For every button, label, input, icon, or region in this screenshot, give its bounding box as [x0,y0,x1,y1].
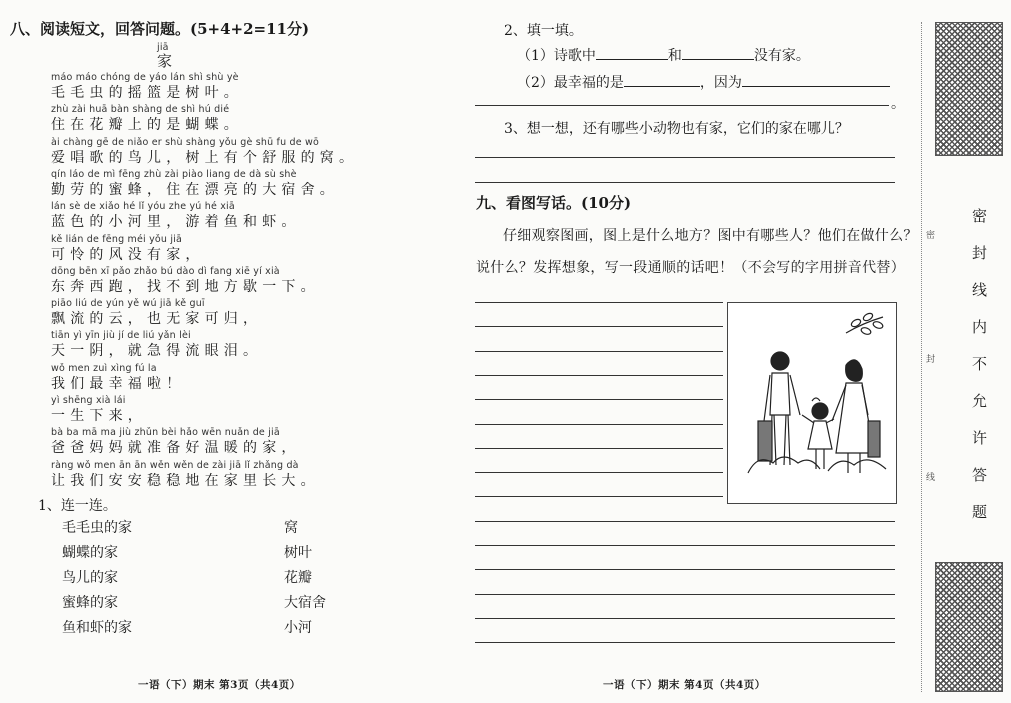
match-left-item[interactable]: 鱼和虾的家 [62,620,132,636]
seal-char: 封 [972,244,988,262]
security-pattern-top [935,22,1003,156]
poem-line-text: 住在花瓣上的是蝴蝶。 [51,117,243,134]
q2-2-end: 。 [891,96,905,112]
seal-char: 内 [972,318,988,336]
answer-line[interactable] [475,157,895,158]
instructions-line-1: 仔细观察图画，图上是什么地方？图中有哪些人？他们在做什么？ [503,228,918,244]
blank-field[interactable] [624,73,700,87]
blank-field[interactable] [596,46,668,60]
poem-line-text: 可怜的风没有家， [51,246,205,263]
seal-char: 答 [972,466,988,484]
poem-line-pinyin: máo máo chóng de yáo lán shì shù yè [51,72,239,83]
writing-line[interactable] [475,399,723,400]
poem-line-text: 爱唱歌的鸟儿，树上有个舒服的窝。 [51,149,359,166]
writing-line[interactable] [475,326,723,327]
seal-char: 线 [972,281,988,299]
q2-2-mid: ，因为 [699,75,742,91]
poem-line-text: 天一阴，就急得流眼泪。 [51,343,263,360]
side-mark: 密 [926,231,936,241]
match-right-item[interactable]: 窝 [284,520,298,536]
q2-1-suffix: 没有家。 [753,48,810,64]
side-mark: 线 [926,473,936,483]
poem-line-pinyin: zhù zài huā bàn shàng de shì hú dié [51,104,230,116]
match-left-item[interactable]: 毛毛虫的家 [62,520,132,536]
poem-line-pinyin: bà ba mā ma jiù zhǔn bèi hǎo wēn nuǎn de jiā [51,427,280,439]
side-mark: 封 [926,355,936,365]
question-2-2 [517,72,890,92]
writing-line[interactable] [475,302,723,303]
family-drawing [728,303,896,503]
binding-dotted-line [921,22,922,692]
writing-line[interactable] [475,351,723,352]
poem-line-pinyin: wǒ men zuì xìng fú la [51,362,157,374]
poem-line-text: 我们最幸福啦！ [51,375,186,392]
question-1-title: 1、连一连。 [38,498,117,514]
poem-line-pinyin: dōng bēn xī pǎo zhǎo bú dào dì fang xiē yí xià [51,265,280,277]
instructions-line-2: 说什么？发挥想象，写一段通顺的话吧！（不会写的字用拼音代替） [476,260,905,276]
match-left-item[interactable]: 蜜蜂的家 [62,595,118,611]
poem-line-text: 爸爸妈妈就准备好温暖的家， [51,440,301,457]
poem-line-text: 一生下来， [51,408,147,424]
q2-1-mid: 和 [667,48,682,64]
seal-char: 不 [972,355,988,373]
match-right-item[interactable]: 大宿舍 [284,595,326,611]
answer-line[interactable] [475,105,889,106]
q2-1-prefix: （1）诗歌中 [517,48,596,64]
poem-line-text: 毛毛虫的摇篮是树叶。 [51,85,243,101]
writing-line[interactable] [475,569,895,570]
seal-char: 许 [972,429,988,447]
writing-line[interactable] [475,472,723,473]
page-3-footer: 一语（下）期末 第3页（共4页） [138,679,301,691]
writing-line[interactable] [475,618,895,619]
poem-line-pinyin: piāo liú de yún yě wú jiā kě guī [51,298,205,310]
poem-line-text: 东奔西跑，找不到地方歇一下。 [51,278,320,295]
poem-line-pinyin: ràng wǒ men ān ān wěn wěn de zài jiā lǐ zhǎng dà [51,459,299,471]
q2-2-prefix: （2）最幸福的是 [517,75,624,91]
seal-char: 密 [972,207,988,225]
poem-line-text: 勤劳的蜜蜂，住在漂亮的大宿舍。 [51,181,339,198]
match-left-item[interactable]: 蝴蝶的家 [62,545,118,561]
poem-title: 家 [157,52,173,70]
blank-field[interactable] [682,46,754,60]
family-illustration [727,302,897,504]
match-left-item[interactable]: 鸟儿的家 [62,570,118,586]
poem-line-pinyin: yì shēng xià lái [51,395,126,406]
poem-line-pinyin: lán sè de xiǎo hé lǐ yóu zhe yú hé xiā [51,201,235,213]
seal-char: 题 [972,503,988,521]
section-8-title: 八、阅读短文，回答问题。(5+4+2=11分) [10,20,310,38]
match-right-item[interactable]: 树叶 [284,545,312,561]
poem-line-text: 让我们安安稳稳地在家里长大。 [51,472,320,489]
match-right-item[interactable]: 小河 [284,620,312,636]
match-right-item[interactable]: 花瓣 [284,570,312,586]
writing-line[interactable] [475,521,895,522]
writing-line[interactable] [475,642,895,643]
poem-line-pinyin: tiān yì yīn jiù jí de liú yǎn lèi [51,330,191,342]
poem-line-text: 飘流的云，也无家可归， [51,311,263,328]
security-pattern-bottom [935,562,1003,692]
section-9-title: 九、看图写话。(10分) [476,194,632,212]
writing-line[interactable] [475,496,723,497]
poem-title-pinyin: jiā [157,42,169,53]
answer-line[interactable] [475,182,895,183]
writing-line[interactable] [475,448,723,449]
question-3: 3、想一想，还有哪些小动物也有家，它们的家在哪儿？ [504,121,849,137]
poem-line-pinyin: ài chàng gē de niǎo er shù shàng yǒu gè shū fu de wō [51,136,320,148]
poem-line-pinyin: kě lián de fēng méi yǒu jiā [51,233,183,245]
writing-line[interactable] [475,545,895,546]
poem-line-pinyin: qín láo de mì fēng zhù zài piào liang de dà sù shè [51,168,297,180]
poem-line-text: 蓝色的小河里，游着鱼和虾。 [51,214,301,231]
question-2-1 [517,45,810,65]
binding-strip [935,22,1003,692]
writing-line[interactable] [475,375,723,376]
question-2-title: 2、填一填。 [504,23,583,39]
page-4-footer: 一语（下）期末 第4页（共4页） [603,679,766,691]
writing-line[interactable] [475,424,723,425]
blank-field[interactable] [742,73,890,87]
seal-char: 允 [972,392,988,410]
writing-line[interactable] [475,594,895,595]
